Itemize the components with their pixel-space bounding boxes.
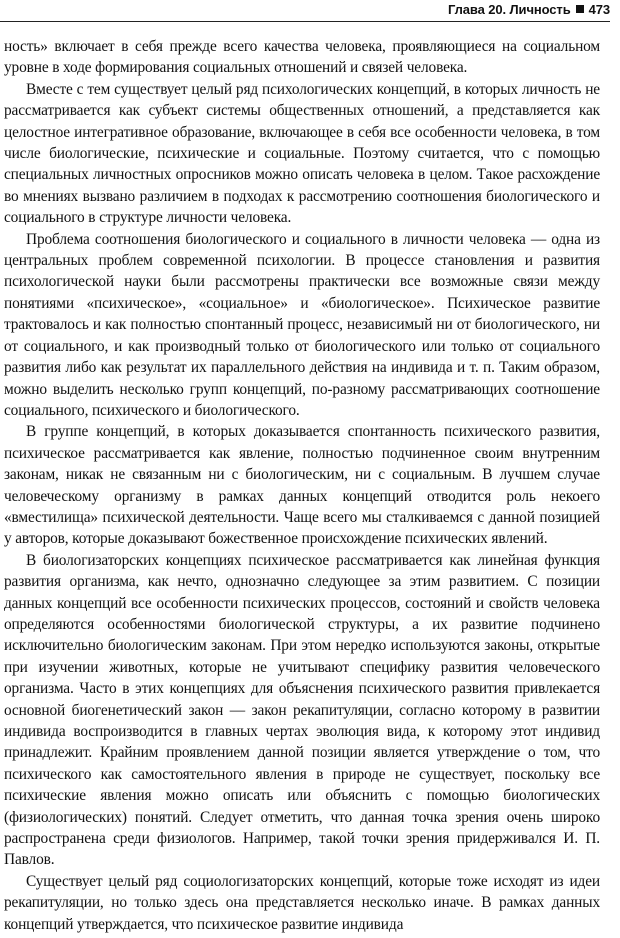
page-number: 473 — [588, 2, 610, 17]
paragraph: В группе концепций, в которых доказывается спонтанность психического развития, психическое рассматривается как явление, полностью подчиненное своим внутренним законам, никак не связанным ни с биологическим, ни с социальным. В лучшем случае человеческому организму в рамках данных концепций отводится роль некоего «вместилища» психической деятельности. Чаще всего мы сталкиваемся с данной позицией у авторов, которые доказывают божественное происхождение психических явлений. — [4, 423, 600, 548]
paragraph: В биологизаторских концепциях психическое рассматривается как линейная функция развития организма, как нечто, однозначно следующее за этим развитием. С позиции данных концепций все особенности психических процессов, состояний и свойств человека определяются особенностями биологической структуры, а их развитие подчинено исключительно биологическим законам. При этом нередко используются законы, открытые при изучении животных, которые не учитывают специфику развития человеческого организма. Часто в этих концепциях для объяснения психического развития привлекается основной биогенетический закон — закон рекапитуляции, согласно которому в развитии индивида воспроизводится в главных чертах эволюция вида, к которому этот индивид принадлежит. Крайним проявлением данной позиции является утверждение о том, что психического как самостоятельного явления в природе не существует, поскольку все психические явления можно описать или объяснить с помощью биологических (физиологических) понятий. Следует отметить, что данная точка зрения очень широко распространена среди физиологов. Например, такой точки зрения придерживался И. П. Павлов. — [4, 551, 600, 869]
header-rule — [0, 21, 610, 22]
running-head — [0, 0, 620, 24]
chapter-title: Глава 20. Личность — [447, 2, 571, 17]
square-bullet-icon — [576, 5, 584, 13]
running-head-text — [448, 2, 610, 17]
paragraph: Проблема соотношения биологического и социального в личности человека — одна из центральных проблем современной психологии. В процессе становления и развития психологической науки были рассмотрены практически все возможные связи между понятиями «психическое», «социальное» и «биологическое». Психическое развитие трактовалось и как полностью спонтанный процесс, независимый ни от биологического, ни от социального, и как производный только от биологического или только от социального развития либо как результат их параллельного действия на индивида и т. п. Таким образом, можно выделить несколько групп концепций, по-разному рассматривающих соотношение социального, психического и биологического. — [4, 230, 600, 419]
paragraph: Вместе с тем существует целый ряд психологических концепций, в которых личность не рассматривается как субъект системы общественных отношений, а представляется как целостное интегративное образование, включающее в себя все особенности человека, в том числе биологические, психические и социальные. Поэтому считается, что с помощью специальных личностных опросников можно описать человека в целом. Такое расхождение во мнениях вызвано различием в подходах к рассмотрению соотношения биологического и социального в структуре личности человека. — [4, 80, 600, 227]
body-text — [4, 36, 600, 935]
paragraph: Существует целый ряд социологизаторских концепций, которые тоже исходят из идеи рекапитуляции, но только здесь она представляется несколько иначе. В рамках данных концепций утверждается, что психическое развитие индивида — [4, 872, 600, 933]
paragraph: ность» включает в себя прежде всего качества человека, проявляющиеся на социальном уровне в ходе формирования социальных отношений и связей человека. — [4, 38, 600, 77]
